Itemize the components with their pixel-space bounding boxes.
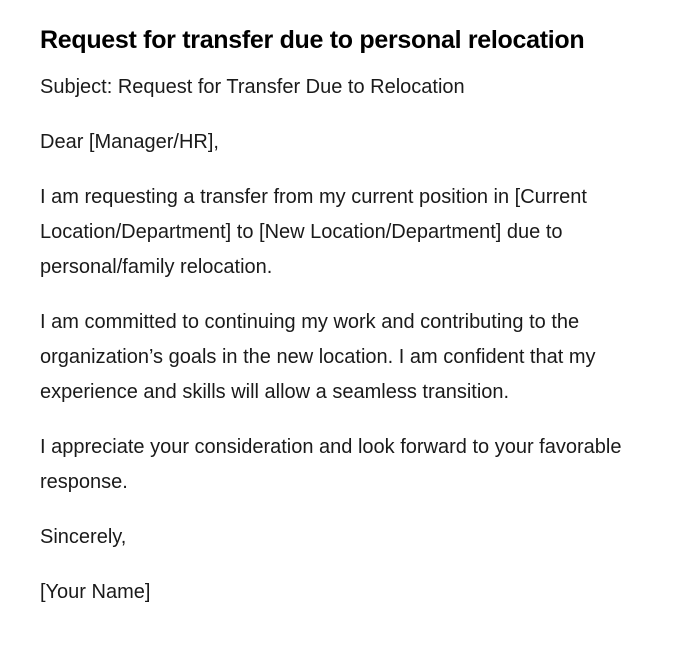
letter-paragraph-appreciation: I appreciate your consideration and look forward to your favorable response. [40,436,622,493]
letter-salutation: Dear [Manager/HR], [40,131,219,153]
letter-closing: Sincerely, [40,526,127,548]
letter-paragraph-commitment: I am committed to continuing my work and contributing to the organization’s goals in the new location. I am confident that my experience and skills will allow a seamless transition. [40,311,596,403]
letter-paragraph-request: I am requesting a transfer from my current position in [Current Location/Department] to [New Location/Department] due to personal/family relocation. [40,186,587,278]
letter-title: Request for transfer due to personal relocation [40,26,585,54]
letter-subject: Subject: Request for Transfer Due to Relocation [40,76,465,98]
letter-signature: [Your Name] [40,581,151,603]
letter-document [40,24,640,630]
